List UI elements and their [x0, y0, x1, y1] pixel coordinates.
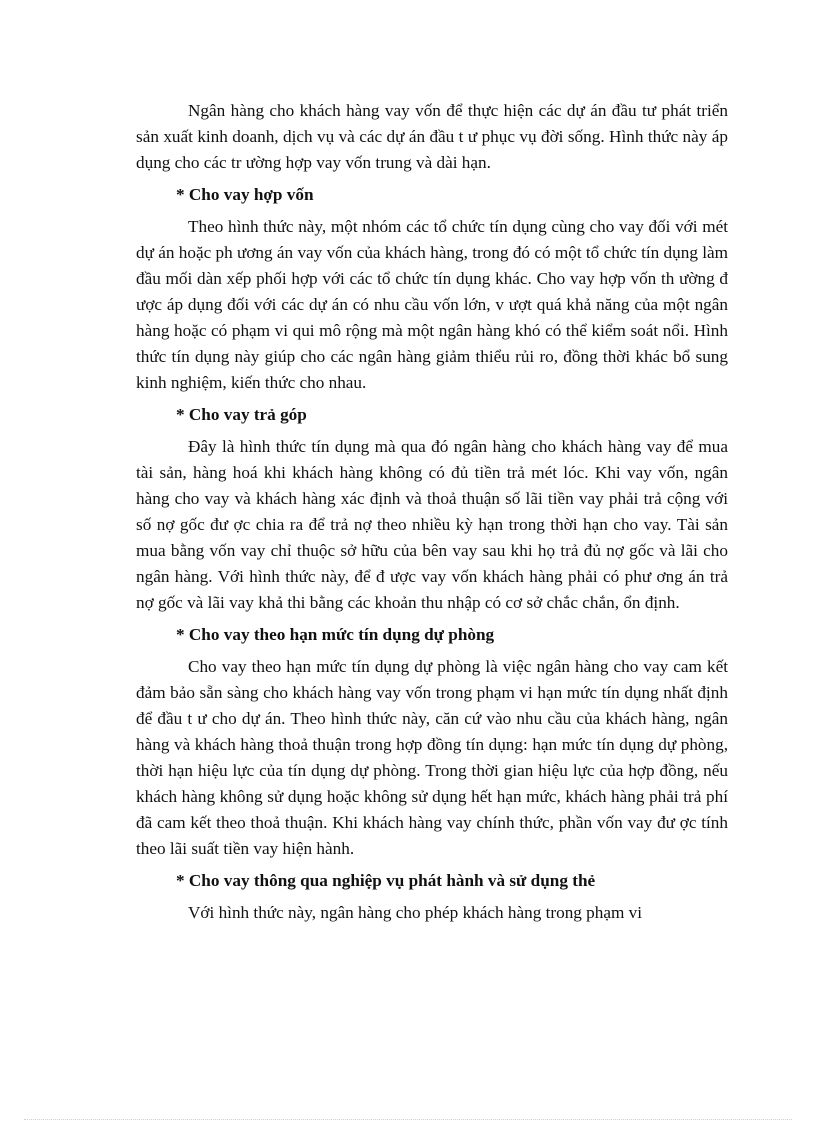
document-body — [136, 98, 728, 926]
paragraph-syndicated-loans: Theo hình thức này, một nhóm các tổ chức tín dụng cùng cho vay đối với mét dự án hoặc ph ương án vay vốn của khách hàng, trong đó có một tổ chức tín dụng làm đầu mối dàn xếp phối hợp với các tổ chức tín dụng khác. Cho vay hợp vốn th ường đ ược áp dụng đối với các dự án có nhu cầu vốn lớn, v ượt quá khả năng của một ngân hàng hoặc có phạm vi qui mô rộng mà một ngân hàng khó có thể kiểm soát nổi. Hình thức tín dụng này giúp cho các ngân hàng giảm thiểu rủi ro, đồng thời khác bổ sung kinh nghiệm, kiến thức cho nhau. — [136, 217, 728, 392]
heading-syndicated-loans: * Cho vay hợp vốn — [176, 185, 314, 204]
paragraph-project-loans: Ngân hàng cho khách hàng vay vốn để thực hiện các dự án đầu tư phát triển sản xuất kinh doanh, dịch vụ và các dự án đầu t ư phục vụ đời sống. Hình thức này áp dụng cho các tr ường hợp vay vốn trung và dài hạn. — [136, 101, 728, 172]
heading-card-loans: * Cho vay thông qua nghiệp vụ phát hành và sử dụng thẻ — [176, 871, 596, 890]
paragraph-standby-credit: Cho vay theo hạn mức tín dụng dự phòng là việc ngân hàng cho vay cam kết đảm bảo sẵn sàng cho khách hàng vay vốn trong phạm vi hạn mức tín dụng nhất định để đầu t ư cho dự án. Theo hình thức này, căn cứ vào nhu cầu của khách hàng, ngân hàng và khách hàng thoả thuận trong hợp đồng tín dụng: hạn mức tín dụng dự phòng, thời hạn hiệu lực của tín dụng dự phòng. Trong thời gian hiệu lực của hợp đồng, nếu khách hàng không sử dụng hoặc không sử dụng hết hạn mức, khách hàng phải trả phí đã cam kết theo thoả thuận. Khi khách hàng vay chính thức, phần vốn vay đư ợc tính theo lãi suất tiền vay hiện hành. — [136, 657, 728, 858]
heading-installment-loans: * Cho vay trả góp — [176, 405, 307, 424]
page-bottom-divider — [24, 1119, 792, 1120]
paragraph-card-loans: Với hình thức này, ngân hàng cho phép khách hàng trong phạm vi — [188, 903, 643, 922]
heading-standby-credit: * Cho vay theo hạn mức tín dụng dự phòng — [176, 625, 495, 644]
paragraph-installment-loans: Đây là hình thức tín dụng mà qua đó ngân hàng cho khách hàng vay để mua tài sản, hàng hoá khi khách hàng không có đủ tiền trả mét lóc. Khi vay vốn, ngân hàng cho vay và khách hàng xác định và thoả thuận số lãi tiền vay phải trả cộng với số nợ gốc đư ợc chia ra để trả nợ theo nhiều kỳ hạn trong thời hạn cho vay. Tài sản mua bằng vốn vay chỉ thuộc sở hữu của bên vay sau khi họ trả đủ nợ gốc và lãi cho ngân hàng. Với hình thức này, để đ ược vay vốn khách hàng phải có phư ơng án trả nợ gốc và lãi vay khả thi bằng các khoản thu nhập có cơ sở chắc chắn, ổn định. — [136, 437, 728, 612]
